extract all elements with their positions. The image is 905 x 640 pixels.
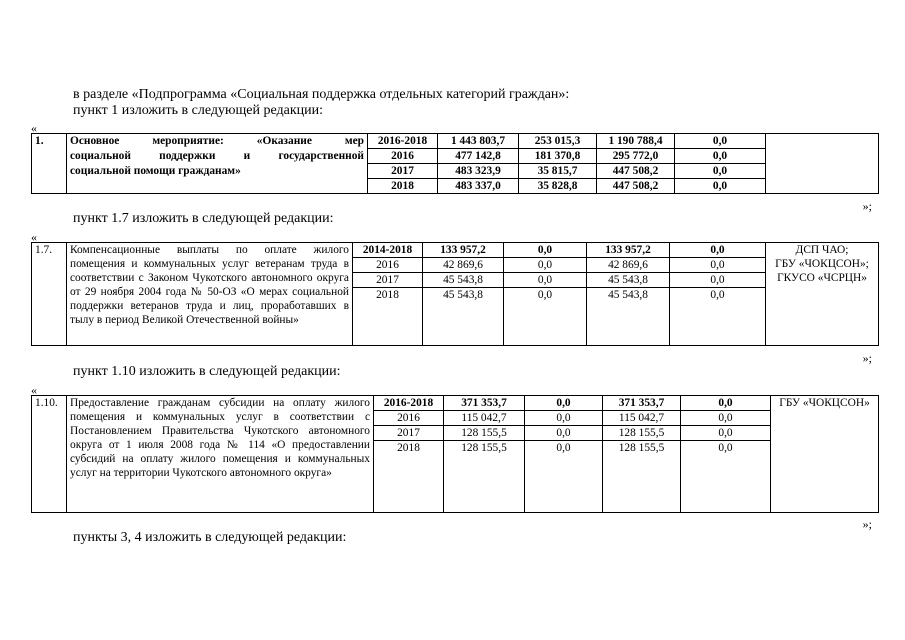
item-1-7-district: 133 957,2 (587, 243, 670, 258)
item-1-other: 0,0 (675, 134, 766, 149)
item-1-other: 0,0 (675, 149, 766, 164)
item-1-7-federal: 0,0 (504, 243, 587, 258)
item-1-10-other: 0,0 (681, 441, 771, 513)
heading-item-1-10: пункт 1.10 изложить в следующей редакции: (73, 364, 341, 379)
item-1-7-total: 45 543,8 (423, 273, 504, 288)
item-1-year: 2018 (368, 179, 438, 194)
executor-line: ГБУ «ЧОКЦСОН»; (775, 258, 869, 270)
item-1-7-other: 0,0 (670, 273, 766, 288)
item-1-federal: 35 815,7 (519, 164, 597, 179)
item-1-federal: 181 370,8 (519, 149, 597, 164)
item-1-name (67, 134, 368, 194)
item-1-total: 1 443 803,7 (438, 134, 519, 149)
item-1-10-district: 371 353,7 (603, 396, 681, 411)
item-1-10-executor (771, 396, 879, 513)
item-1-10-year: 2016-2018 (374, 396, 444, 411)
item-1-7-federal: 0,0 (504, 258, 587, 273)
item-1-7-federal: 0,0 (504, 273, 587, 288)
item-1-10-year: 2018 (374, 441, 444, 513)
heading-item-1-7: пункт 1.7 изложить в следующей редакции: (73, 211, 334, 226)
item-1-7-year: 2014-2018 (353, 243, 423, 258)
item-1-7-total: 133 957,2 (423, 243, 504, 258)
item-1-10-total: 128 155,5 (444, 426, 525, 441)
item-1-7-federal: 0,0 (504, 288, 587, 346)
item-1-total: 477 142,8 (438, 149, 519, 164)
item-1-district: 1 190 788,4 (597, 134, 675, 149)
item-1-7-total: 42 869,6 (423, 258, 504, 273)
item-1-name-line: социальной поддержки и государственной (70, 150, 364, 162)
item-1-year: 2017 (368, 164, 438, 179)
item-1-10-district: 128 155,5 (603, 426, 681, 441)
item-1-10-year: 2016 (374, 411, 444, 426)
close-quote-3: »; (862, 517, 872, 531)
open-quote-1: « (31, 121, 37, 135)
item-1-year: 2016-2018 (368, 134, 438, 149)
table-item-1-7 (31, 242, 879, 346)
item-1-10-total: 371 353,7 (444, 396, 525, 411)
item-1-7-district: 45 543,8 (587, 273, 670, 288)
item-1-7-executor (766, 243, 879, 346)
item-1-10-other: 0,0 (681, 426, 771, 441)
item-1-7-year: 2017 (353, 273, 423, 288)
item-1-district: 447 508,2 (597, 179, 675, 194)
item-1-10-district: 128 155,5 (603, 441, 681, 513)
item-1-10-number: 1.10. (32, 396, 67, 513)
intro-line-2: пункт 1 изложить в следующей редакции: (73, 103, 323, 118)
table-item-1-10 (31, 395, 879, 513)
item-1-executor (766, 134, 879, 194)
item-1-7-name: Компенсационные выплаты по оплате жилого помещения и коммунальных услуг ветеранам труда в соответствии с Законом Чукотского автономного округа от 29 ноября 2004 года № 50-ОЗ «О мерах социальной поддержки ветеранов труда и лиц, проработавших в тылу в период Великой Отечественной войны» (67, 243, 353, 346)
item-1-7-number: 1.7. (32, 243, 67, 346)
item-1-7-year: 2018 (353, 288, 423, 346)
item-1-10-district: 115 042,7 (603, 411, 681, 426)
item-1-total: 483 323,9 (438, 164, 519, 179)
item-1-7-other: 0,0 (670, 243, 766, 258)
item-1-10-year: 2017 (374, 426, 444, 441)
item-1-name-line: Основное мероприятие: «Оказание мер (70, 135, 364, 147)
item-1-other: 0,0 (675, 164, 766, 179)
close-quote-2: »; (862, 351, 872, 365)
heading-items-3-4: пункты 3, 4 изложить в следующей редакции: (73, 530, 347, 545)
item-1-10-federal: 0,0 (525, 411, 603, 426)
item-1-total: 483 337,0 (438, 179, 519, 194)
item-1-7-other: 0,0 (670, 288, 766, 346)
table-item-1 (31, 133, 879, 194)
executor-line: ГКУСО «ЧСРЦН» (777, 272, 867, 284)
item-1-10-name: Предоставление гражданам субсидии на оплату жилого помещения и коммунальных услуг в соответствии с Постановлением Правительства Чукотского автономного округа от 1 июля 2008 года № 114 «О предоставлении субсидий на оплату жилого помещения и коммунальных услуг на территории Чукотского автономного округа» (67, 396, 374, 513)
item-1-district: 447 508,2 (597, 164, 675, 179)
close-quote-1: »; (862, 199, 872, 213)
executor-line: ГБУ «ЧОКЦСОН» (779, 397, 870, 409)
item-1-7-year: 2016 (353, 258, 423, 273)
item-1-federal: 35 828,8 (519, 179, 597, 194)
item-1-name-line: социальной помощи гражданам» (70, 165, 241, 177)
item-1-7-district: 42 869,6 (587, 258, 670, 273)
item-1-district: 295 772,0 (597, 149, 675, 164)
item-1-federal: 253 015,3 (519, 134, 597, 149)
item-1-10-other: 0,0 (681, 396, 771, 411)
open-quote-2: « (31, 230, 37, 244)
item-1-year: 2016 (368, 149, 438, 164)
item-1-10-total: 115 042,7 (444, 411, 525, 426)
intro-line-1: в разделе «Подпрограмма «Социальная поддержка отдельных категорий граждан»: (73, 87, 570, 102)
item-1-10-total: 128 155,5 (444, 441, 525, 513)
item-1-7-total: 45 543,8 (423, 288, 504, 346)
item-1-number: 1. (32, 134, 67, 194)
item-1-10-federal: 0,0 (525, 441, 603, 513)
item-1-7-district: 45 543,8 (587, 288, 670, 346)
executor-line: ДСП ЧАО; (795, 244, 849, 256)
item-1-other: 0,0 (675, 179, 766, 194)
item-1-10-federal: 0,0 (525, 396, 603, 411)
item-1-7-other: 0,0 (670, 258, 766, 273)
open-quote-3: « (31, 383, 37, 397)
item-1-10-federal: 0,0 (525, 426, 603, 441)
item-1-10-other: 0,0 (681, 411, 771, 426)
